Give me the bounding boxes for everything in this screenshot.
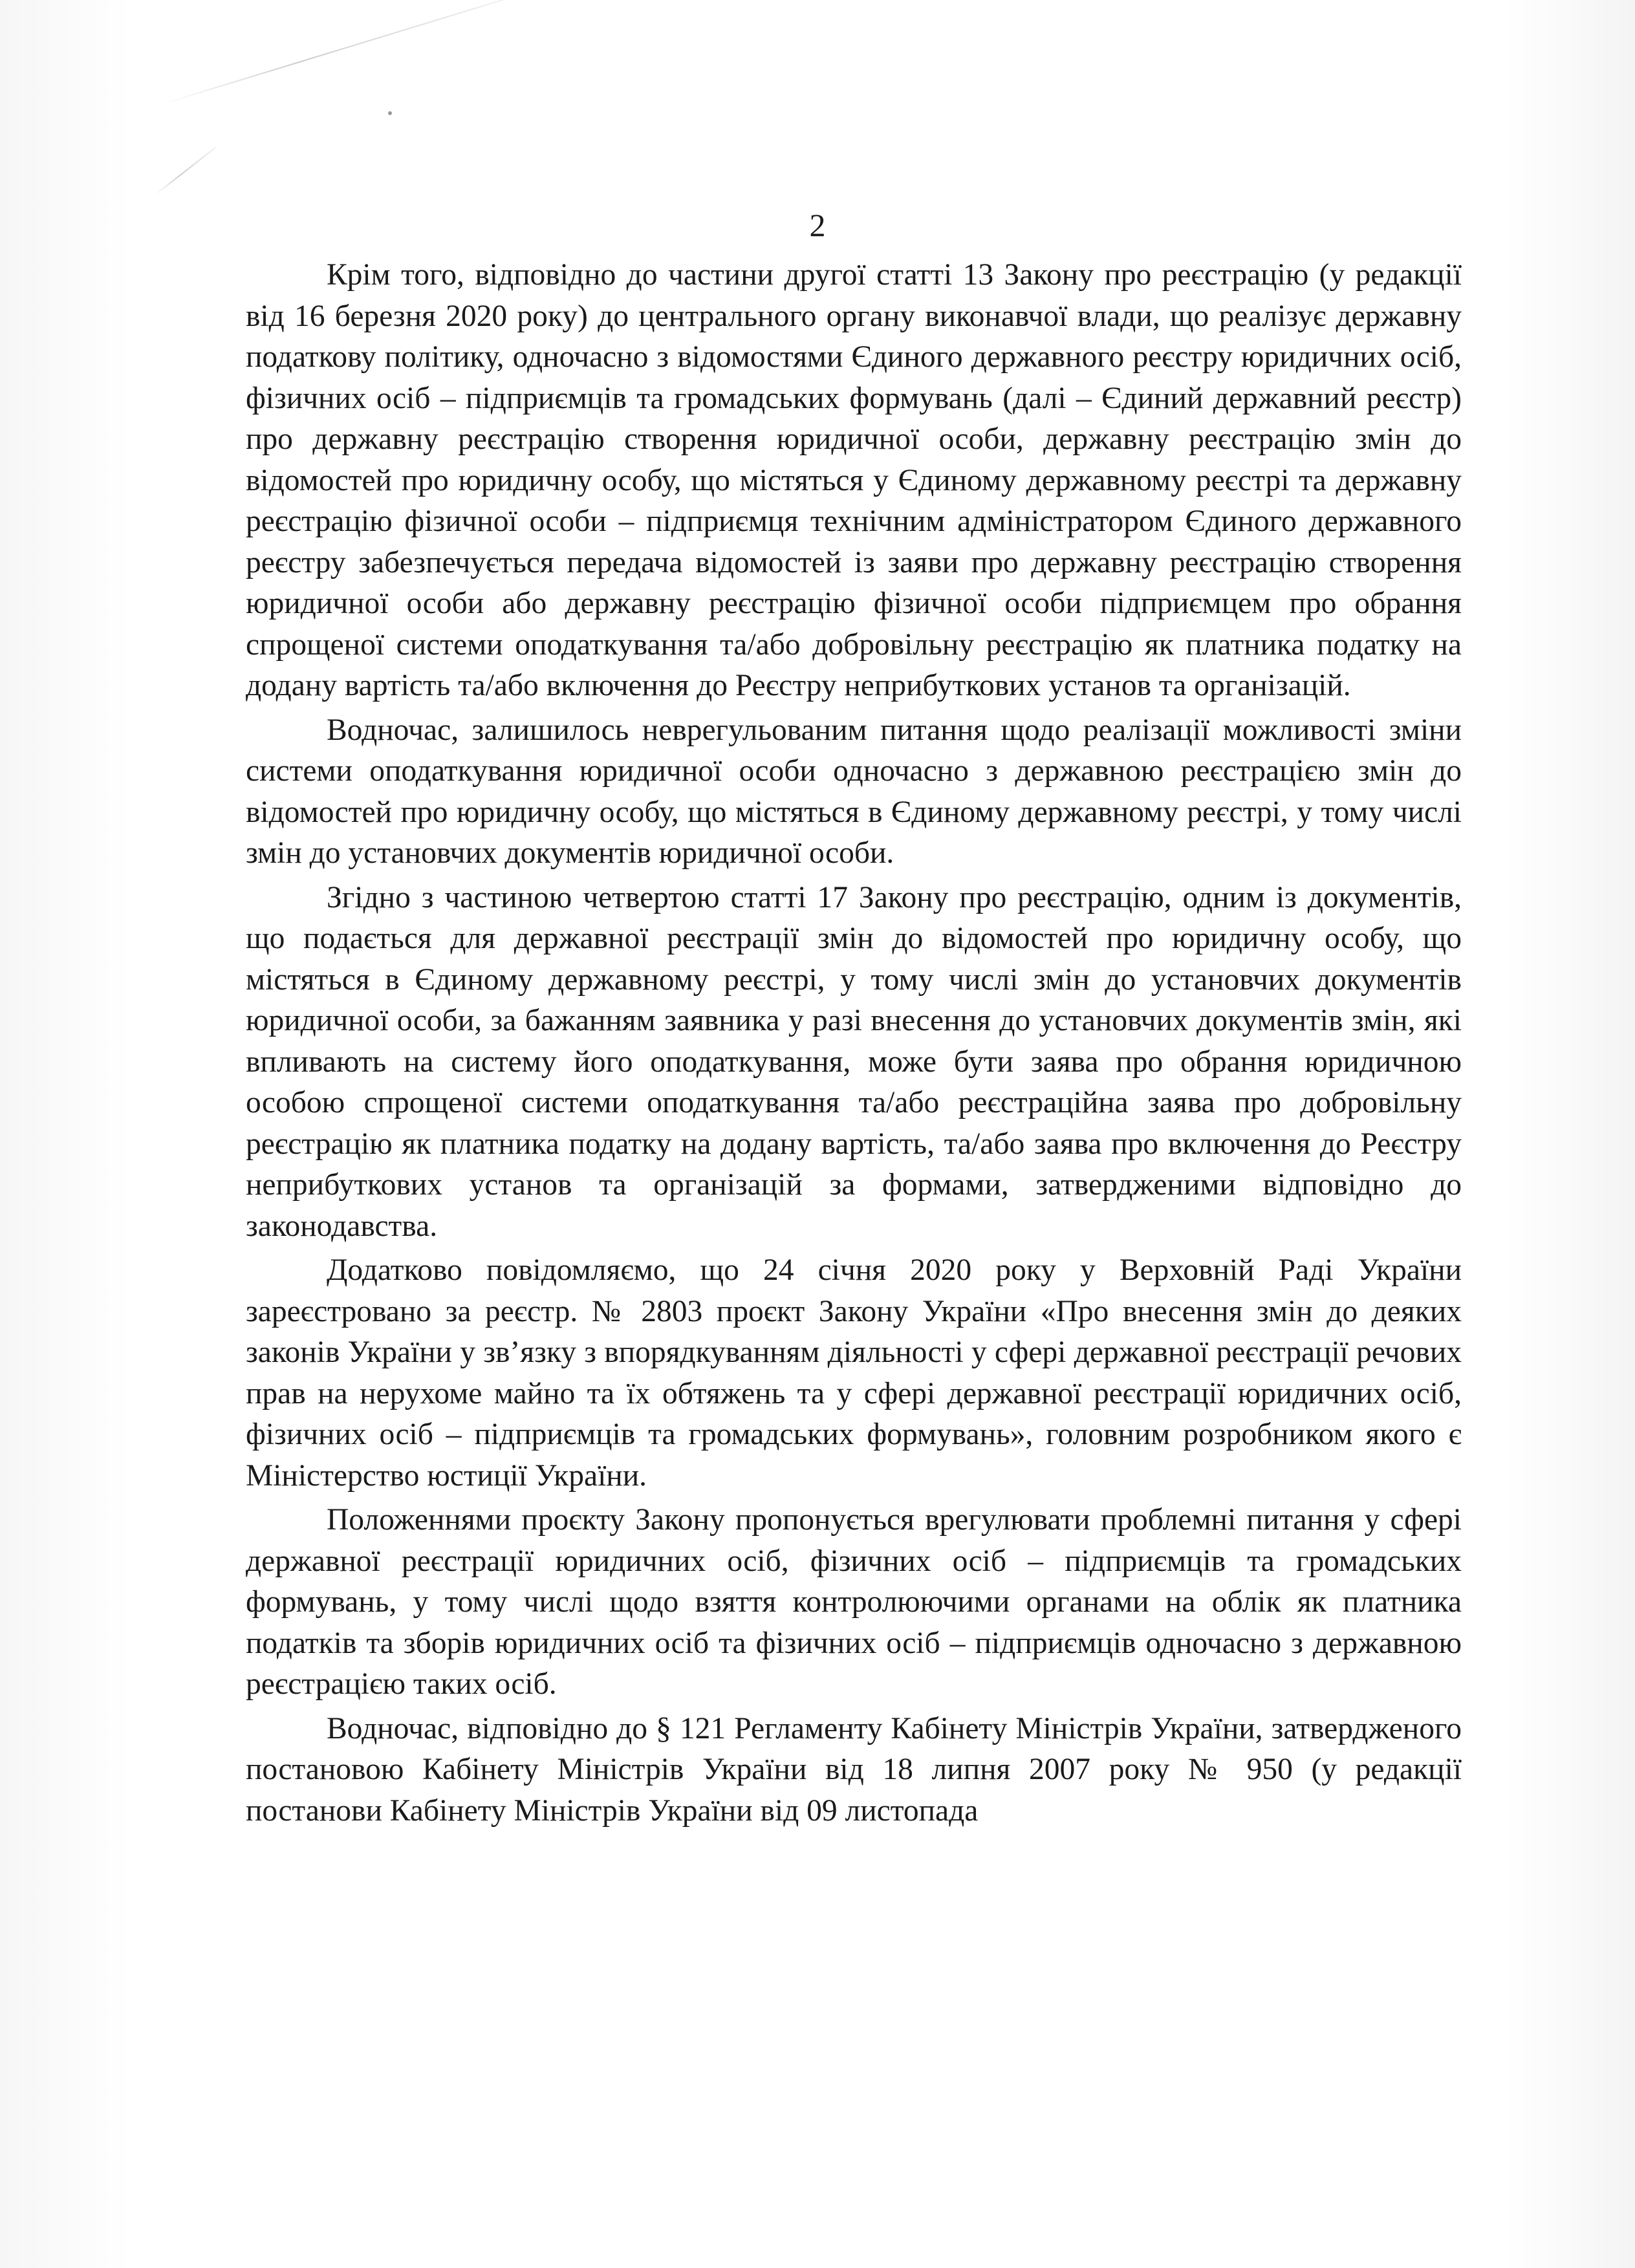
paragraph-article-17: Згідно з частиною четвертою статті 17 Закону про реєстрацію, одним із документів, що подається для державної реєстрації змін до відомостей про юридичну особу, що містяться в Єдиному державному реєстрі, у тому числі змін до установчих документів юридичної особи, за бажанням заявника у разі внесення до установчих документів змін, які впливають на систему його оподаткування, може бути заява про обрання юридичною особою спрощеної системи оподаткування та/або реєстраційна заява про добровільну реєстрацію як платника податку на додану вартість, та/або заява про включення до Реєстру неприбуткових установ та організацій за формами, затвердженими відповідно до законодавства. [246, 880, 1462, 1243]
page-number: 2 [809, 207, 826, 243]
paragraph-registration-data-transfer: Крім того, відповідно до частини другої статті 13 Закону про реєстрацію (у редакції від 16 березня 2020 року) до центрального органу виконавчої влади, що реалізує державну податкову політику, одночасно з відомостями Єдиного державного реєстру юридичних осіб, фізичних осіб – підприємців та громадських формувань (далі – Єдиний державний реєстр) про державну реєстрацію створення юридичної особи, державну реєстрацію змін до відомостей про юридичну особу, що містяться у Єдиному державному реєстрі та державну реєстрацію фізичної особи – підприємця технічним адміністратором Єдиного державного реєстру забезпечується передача відомостей із заяви про державну реєстрацію створення юридичної особи або державну реєстрацію фізичної особи підприємцем про обрання спрощеної системи оподаткування та/або добровільну реєстрацію як платника податку на додану вартість та/або включення до Реєстру неприбуткових установ та організацій. [246, 258, 1462, 702]
scan-speck [388, 111, 392, 115]
paragraph-draft-law-2803: Додатково повідомляємо, що 24 січня 2020 року у Верховній Раді України зареєстровано за реєстр. № 2803 проєкт Закону України «Про внесення змін до деяких законів України у зв’язку з впорядкуванням діяльності у сфері державної реєстрації речових прав на нерухоме майно та їх обтяжень та у сфері державної реєстрації юридичних осіб, фізичних осіб – підприємців та громадських формувань», головним розробником якого є Міністерство юстиції України. [246, 1253, 1462, 1493]
paragraph-cabinet-regulation: Водночас, відповідно до § 121 Регламенту Кабінету Міністрів України, затвердженого постановою Кабінету Міністрів України від 18 липня 2007 року № 950 (у редакції постанови Кабінету Міністрів України від 09 листопада [246, 1711, 1462, 1828]
document-body [246, 255, 1462, 1835]
paragraph-draft-law-provisions: Положеннями проєкту Закону пропонується врегулювати проблемні питання у сфері державної реєстрації юридичних осіб, фізичних осіб – підприємців та громадських формувань, у тому числі щодо взяття контролюючими органами на облік як платника податків та зборів юридичних осіб та фізичних осіб – підприємців одночасно з державною реєстрацією таких осіб. [246, 1503, 1462, 1701]
paragraph-unresolved-issue: Водночас, залишилось неврегульованим питання щодо реалізації можливості зміни системи оподаткування юридичної особи одночасно з державною реєстрацією змін до відомостей про юридичну особу, що містяться в Єдиному державному реєстрі, у тому числі змін до установчих документів юридичної особи. [246, 713, 1462, 870]
